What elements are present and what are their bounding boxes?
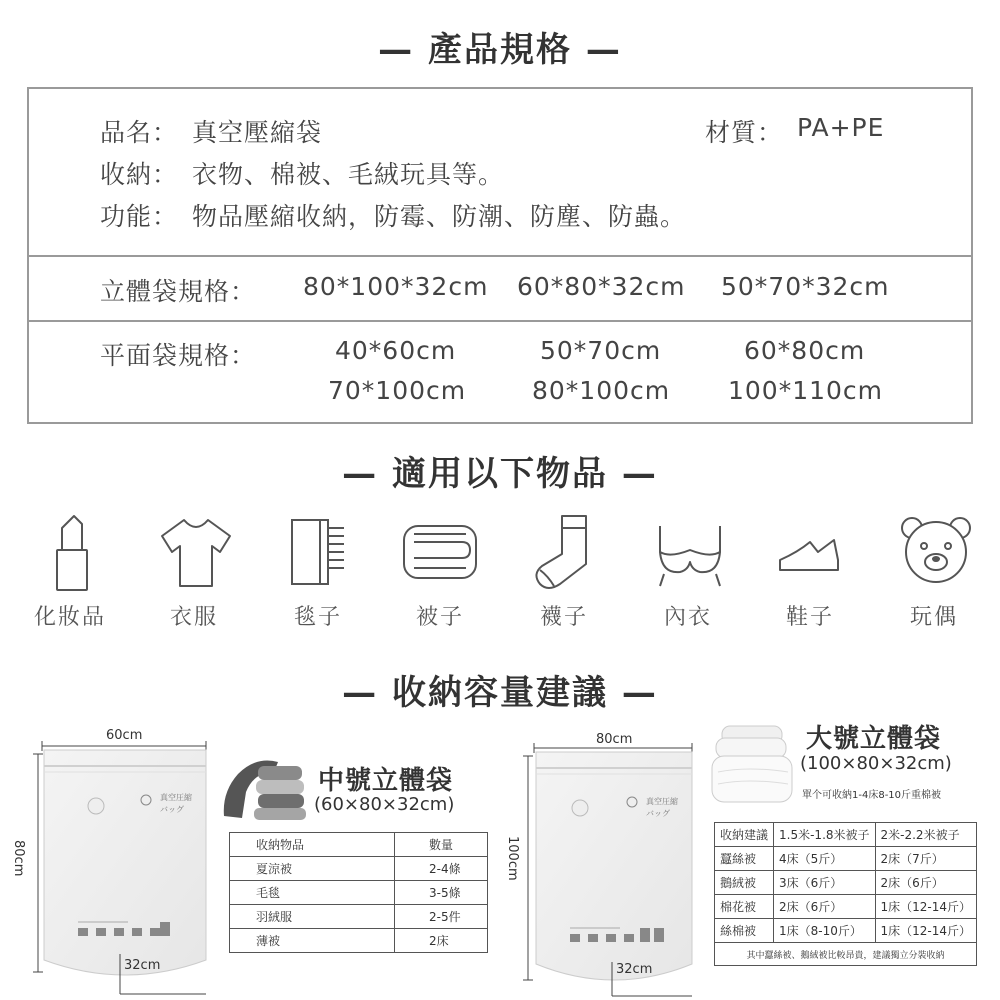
storage-value: 衣物、棉被、毛絨玩具等。: [192, 160, 505, 189]
table-row: [715, 919, 977, 943]
lipstick-icon: [32, 512, 112, 592]
table-header-cell: 收納物品: [230, 833, 395, 857]
material-label: 材質：: [705, 118, 784, 147]
table-note: 其中蠶絲被、鵝絨被比較昂貴，建議獨立分裝收納: [715, 943, 977, 966]
stand-size: 80*100*32cm: [303, 272, 489, 301]
material-value: PA+PE: [797, 113, 885, 142]
table-row: [715, 847, 977, 871]
table-cell: 棉花被: [715, 895, 774, 919]
table-cell: 絲棉被: [715, 919, 774, 943]
table-row: [230, 857, 488, 881]
table-header-cell: 2米-2.2米被子: [875, 823, 977, 847]
table-cell: 薄被: [230, 929, 395, 953]
table-cell: 3-5條: [395, 881, 488, 905]
table-row: [230, 881, 488, 905]
medium-bag-logo: 真空圧縮: [160, 793, 192, 802]
item-label: 玩偶: [909, 605, 958, 630]
medium-depth-label: 32cm: [124, 958, 161, 973]
table-cell: 3床（6斤）: [774, 871, 876, 895]
bra-icon: [650, 512, 730, 592]
divider: [29, 255, 971, 257]
table-header-row: [715, 823, 977, 847]
table-cell: 毛毯: [230, 881, 395, 905]
flat-size: 60*80cm: [744, 336, 866, 365]
table-cell: 鵝絨被: [715, 871, 774, 895]
flat-bag-label: 平面袋規格：: [100, 341, 257, 370]
item-label: 襪子: [539, 605, 588, 630]
flat-size: 50*70cm: [540, 336, 662, 365]
item-label: 鞋子: [785, 605, 834, 630]
item-label: 化妝品: [33, 605, 106, 630]
table-cell: 1床（12-14斤）: [875, 919, 977, 943]
large-bag-logo: 真空圧縮: [646, 797, 678, 806]
flat-size: 40*60cm: [335, 336, 457, 365]
flat-size: 100*110cm: [728, 376, 884, 405]
large-bag-title: 大號立體袋: [806, 724, 942, 754]
large-capacity-table: [714, 822, 977, 966]
medium-width-label: 60cm: [106, 728, 143, 743]
large-width-label: 80cm: [596, 732, 633, 747]
table-cell: 2-5件: [395, 905, 488, 929]
function-label: 功能：: [100, 202, 179, 231]
name-value: 真空壓縮袋: [192, 118, 323, 147]
spec-section-title: — 產品規格 —: [378, 30, 622, 70]
large-height-label: 100cm: [505, 836, 520, 881]
table-cell: 4床（5斤）: [774, 847, 876, 871]
storage-label: 收納：: [100, 160, 179, 189]
table-cell: 2-4條: [395, 857, 488, 881]
quilt-icon: [400, 512, 480, 592]
table-cell: 羽絨服: [230, 905, 395, 929]
stand-bag-label: 立體袋規格：: [100, 277, 257, 306]
large-bag-subtitle: 單个可收納1-4床8-10斤重棉被: [802, 790, 942, 801]
flat-size: 80*100cm: [532, 376, 671, 405]
pillows-photo: [218, 752, 310, 824]
table-note-row: [715, 943, 977, 966]
blanket-icon: [282, 512, 362, 592]
item-label: 衣服: [169, 605, 218, 630]
table-cell: 夏涼被: [230, 857, 395, 881]
table-cell: 2床（6斤）: [774, 895, 876, 919]
table-header-cell: 1.5米-1.8米被子: [774, 823, 876, 847]
item-label: 毯子: [293, 605, 342, 630]
large-depth-label: 32cm: [616, 962, 653, 977]
duvet-photo: [708, 722, 802, 806]
medium-bag-size: (60×80×32cm): [314, 794, 455, 815]
stand-size: 60*80*32cm: [517, 272, 686, 301]
divider: [29, 320, 971, 322]
teddy-bear-icon: [896, 512, 976, 592]
medium-bag-diagram: [0, 728, 230, 1000]
medium-height-label: 80cm: [11, 840, 26, 877]
table-cell: 1床（12-14斤）: [875, 895, 977, 919]
item-label: 被子: [415, 605, 464, 630]
medium-bag-logo-sub: バッグ: [160, 805, 184, 814]
table-cell: 2床（6斤）: [875, 871, 977, 895]
table-cell: 1床（8-10斤）: [774, 919, 876, 943]
shoe-icon: [772, 512, 852, 592]
table-header-row: [230, 833, 488, 857]
large-bag-size: (100×80×32cm): [800, 753, 952, 774]
item-label: 內衣: [663, 605, 712, 630]
table-row: [230, 905, 488, 929]
items-section-title: — 適用以下物品 —: [342, 454, 658, 494]
medium-bag-title: 中號立體袋: [318, 766, 454, 796]
capacity-section-title: — 收納容量建議 —: [342, 673, 658, 713]
large-bag-logo-sub: バッグ: [646, 809, 670, 818]
large-bag-diagram: [500, 730, 710, 1000]
tshirt-icon: [156, 512, 236, 592]
table-header-cell: 收納建議: [715, 823, 774, 847]
table-row: [230, 929, 488, 953]
medium-capacity-table: [229, 832, 488, 953]
sock-icon: [524, 512, 604, 592]
table-row: [715, 871, 977, 895]
table-header-cell: 數量: [395, 833, 488, 857]
flat-size: 70*100cm: [328, 376, 467, 405]
name-label: 品名：: [100, 118, 179, 147]
table-row: [715, 895, 977, 919]
function-value: 物品壓縮收納，防霉、防潮、防塵、防蟲。: [192, 202, 687, 231]
table-cell: 2床: [395, 929, 488, 953]
table-cell: 蠶絲被: [715, 847, 774, 871]
table-cell: 2床（7斤）: [875, 847, 977, 871]
stand-size: 50*70*32cm: [721, 272, 890, 301]
